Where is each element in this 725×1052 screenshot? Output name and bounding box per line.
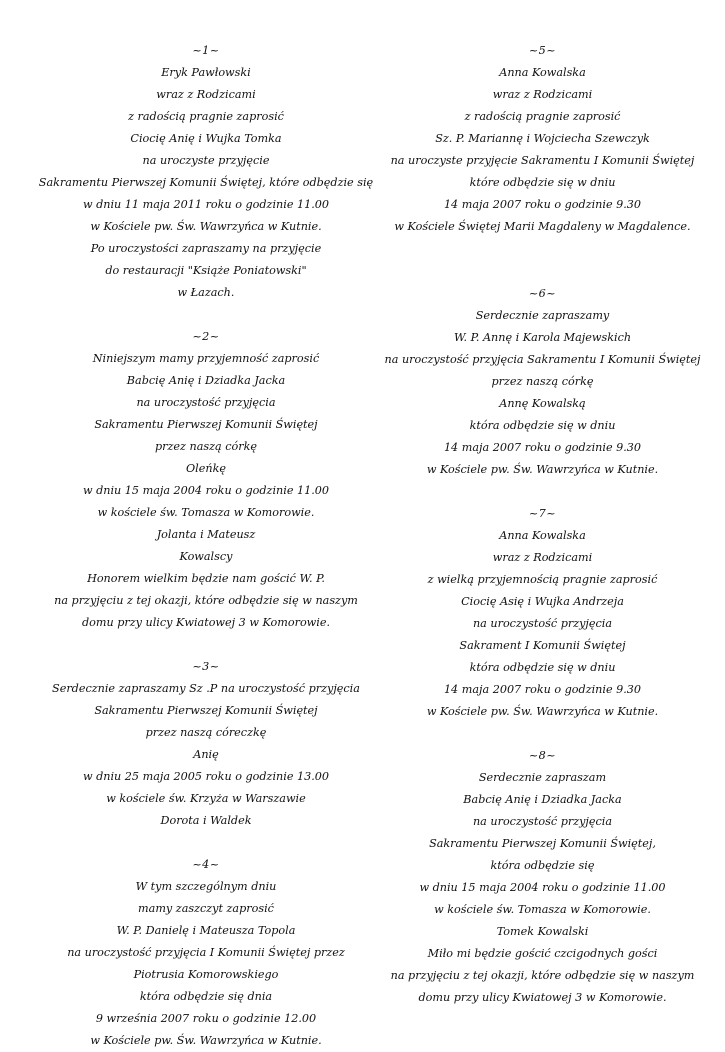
- invitation-line: która odbędzie się: [490, 859, 595, 872]
- invitation-line: Sakramentu Pierwszej Komunii Świętej,: [429, 837, 656, 850]
- invitation-line: Sakramentu Pierwszej Komunii Świętej: [94, 418, 318, 431]
- invitation-line: na uroczystość przyjęcia Sakramentu I Komunii Świętej: [384, 353, 701, 366]
- invitation-line: w dniu 15 maja 2004 roku o godzinie 11.00: [419, 881, 666, 894]
- invitation-7: [380, 503, 705, 723]
- invitation-line: 9 września 2007 roku o godzinie 12.00: [95, 1012, 317, 1025]
- invitation-line: do restauracji "Książe Poniatowski": [105, 264, 307, 277]
- invitation-line: Dorota i Waldek: [160, 814, 252, 827]
- invitation-1: [36, 40, 376, 304]
- invitation-number: ~3~: [192, 660, 220, 673]
- invitation-line: 14 maja 2007 roku o godzinie 9.30: [443, 198, 642, 211]
- invitation-line: Miło mi będzie gościć czcigodnych gości: [427, 947, 658, 960]
- invitation-number: ~1~: [192, 44, 220, 57]
- invitation-line: w Kościele pw. Św. Wawrzyńca w Kutnie.: [426, 463, 659, 476]
- invitation-line: które odbędzie się w dniu: [469, 176, 616, 189]
- invitation-line: W. P. Danielę i Mateusza Topola: [116, 924, 296, 937]
- invitation-line: w dniu 15 maja 2004 roku o godzinie 11.00: [82, 484, 330, 497]
- invitation-line: przez naszą córkę: [155, 440, 257, 453]
- invitation-line: Annę Kowalską: [499, 397, 586, 410]
- invitation-line: która odbędzie się w dniu: [469, 419, 616, 432]
- invitation-line: na uroczystość przyjęcia: [472, 815, 613, 828]
- invitation-5: [380, 40, 705, 238]
- invitation-line: Honorem wielkim będzie nam gościć W. P.: [87, 572, 325, 585]
- invitation-line: która odbędzie się w dniu: [469, 661, 616, 674]
- invitation-line: wraz z Rodzicami: [492, 551, 593, 564]
- invitation-line: z wielką przyjemnością pragnie zaprosić: [427, 573, 658, 586]
- invitation-3: [36, 656, 376, 832]
- invitation-line: Eryk Pawłowski: [161, 66, 251, 79]
- invitation-line: Serdecznie zapraszamy: [475, 309, 610, 322]
- invitation-line: przez naszą córkę: [491, 375, 594, 388]
- invitation-line: Piotrusia Komorowskiego: [133, 968, 279, 981]
- invitation-line: 14 maja 2007 roku o godzinie 9.30: [443, 683, 642, 696]
- invitation-line: Kowalscy: [179, 550, 233, 563]
- invitation-line: Ciocię Asię i Wujka Andrzeja: [461, 595, 624, 608]
- left-column: [36, 40, 376, 1052]
- invitation-line: Anna Kowalska: [499, 529, 586, 542]
- invitation-4: [36, 854, 376, 1052]
- invitation-line: w kościele św. Krzyża w Warszawie: [106, 792, 306, 805]
- invitation-line: Ciocię Anię i Wujka Tomka: [130, 132, 282, 145]
- invitation-line: na uroczyste przyjęcie: [142, 154, 270, 167]
- invitation-line: wraz z Rodzicami: [492, 88, 593, 101]
- invitation-number: ~8~: [528, 749, 557, 762]
- invitation-line: Serdecznie zapraszamy Sz .P na uroczystość przyjęcia: [52, 682, 360, 695]
- invitation-line: w Łazach.: [177, 286, 235, 299]
- invitation-line: Serdecznie zapraszam: [478, 771, 607, 784]
- invitation-line: w Kościele pw. Św. Wawrzyńca w Kutnie.: [90, 220, 322, 233]
- invitation-2: [36, 326, 376, 634]
- invitation-line: w Kościele Świętej Marii Magdaleny w Magdalence.: [394, 220, 691, 233]
- invitation-line: na uroczystość przyjęcia I Komunii Świętej przez: [67, 946, 345, 959]
- invitation-line: która odbędzie się dnia: [139, 990, 273, 1003]
- right-column: [380, 40, 705, 1009]
- invitation-line: w dniu 11 maja 2011 roku o godzinie 11.00: [82, 198, 330, 211]
- invitation-line: z radością pragnie zaprosić: [464, 110, 621, 123]
- invitation-line: wraz z Rodzicami: [156, 88, 256, 101]
- invitation-line: na przyjęciu z tej okazji, które odbędzie się w naszym: [54, 594, 358, 607]
- invitation-line: Babcię Anię i Dziadka Jacka: [463, 793, 622, 806]
- invitation-line: domu przy ulicy Kwiatowej 3 w Komorowie.: [418, 991, 667, 1004]
- invitation-line: Anna Kowalska: [499, 66, 586, 79]
- invitation-line: Babcię Anię i Dziadka Jacka: [126, 374, 286, 387]
- invitation-line: Sakramentu Pierwszej Komunii Świętej, które odbędzie się: [38, 176, 374, 189]
- invitation-number: ~2~: [192, 330, 220, 343]
- invitation-line: Sz. P. Mariannę i Wojciecha Szewczyk: [435, 132, 650, 145]
- invitation-line: na uroczystość przyjęcia: [136, 396, 276, 409]
- invitation-line: Niniejszym mamy przyjemność zaprosić: [92, 352, 320, 365]
- invitation-line: przez naszą córeczkę: [145, 726, 267, 739]
- invitation-number: ~5~: [528, 44, 557, 57]
- invitation-line: z radością pragnie zaprosić: [128, 110, 284, 123]
- invitation-line: w Kościele pw. Św. Wawrzyńca w Kutnie.: [90, 1034, 322, 1047]
- invitation-line: w kościele św. Tomasza w Komorowie.: [97, 506, 315, 519]
- invitation-line: na przyjęciu z tej okazji, które odbędzie się w naszym: [390, 969, 695, 982]
- invitation-line: w kościele św. Tomasza w Komorowie.: [434, 903, 651, 916]
- invitation-line: W. P. Annę i Karola Majewskich: [453, 331, 632, 344]
- invitation-number: ~7~: [528, 507, 557, 520]
- invitation-line: W tym szczególnym dniu: [135, 880, 277, 893]
- invitation-number: ~4~: [192, 858, 220, 871]
- invitation-line: Sakramentu Pierwszej Komunii Świętej: [94, 704, 318, 717]
- invitation-number: ~6~: [528, 287, 557, 300]
- invitation-line: Sakrament I Komunii Świętej: [459, 639, 626, 652]
- invitation-8: [380, 745, 705, 1009]
- invitation-line: na uroczyste przyjęcie Sakramentu I Komunii Świętej: [390, 154, 695, 167]
- invitation-line: 14 maja 2007 roku o godzinie 9.30: [443, 441, 642, 454]
- invitation-6: [380, 283, 705, 481]
- invitation-line: Po uroczystości zapraszamy na przyjęcie: [90, 242, 322, 255]
- invitation-line: Anię: [193, 748, 219, 761]
- invitation-line: na uroczystość przyjęcia: [472, 617, 613, 630]
- invitation-line: domu przy ulicy Kwiatowej 3 w Komorowie.: [81, 616, 331, 629]
- invitation-line: Jolanta i Mateusz: [156, 528, 256, 541]
- invitation-line: Oleńkę: [186, 462, 226, 475]
- invitation-line: mamy zaszczyt zaprosić: [138, 902, 274, 915]
- invitation-line: w Kościele pw. Św. Wawrzyńca w Kutnie.: [426, 705, 659, 718]
- invitation-line: w dniu 25 maja 2005 roku o godzinie 13.00: [82, 770, 330, 783]
- invitation-line: Tomek Kowalski: [496, 925, 589, 938]
